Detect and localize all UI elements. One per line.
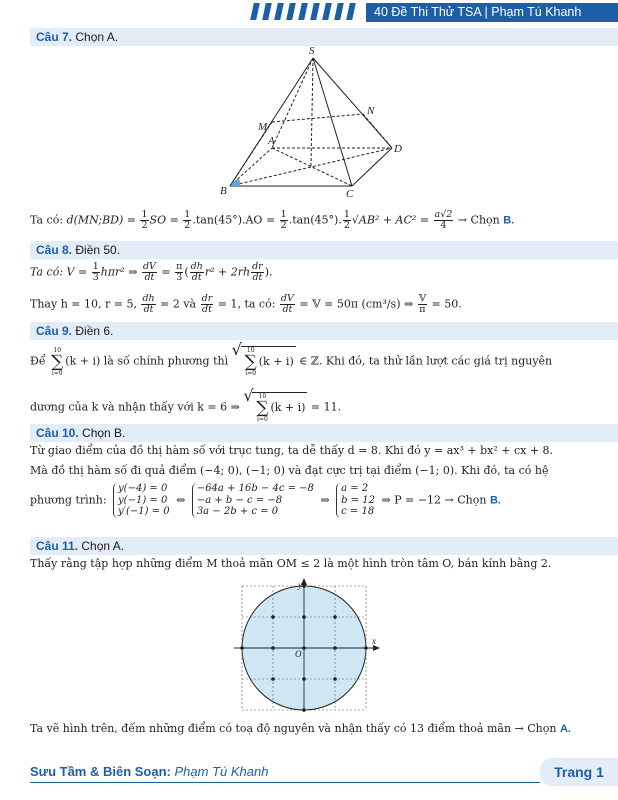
q9-line2: dương của k và nhận thấy với k = 6 ⇒ √ 10 ∑ i=0(k + i) = 11. [30,392,341,423]
q11-heading: Câu 11. Chọn A. [30,537,618,555]
edge-SA [272,58,313,148]
edge-SC [313,58,352,186]
q10-line1: Từ giao điểm của đồ thị hàm số với trục tung, ta dễ thấy d = 8. Khi đó y = ax³ + bx² + cx + 8. [30,444,554,457]
q11-line2: Ta vẽ hình trên, đếm những điểm có toạ độ nguyên và nhận thấy có 13 điểm thoả mãn → Chọn A. [30,722,571,735]
q10-heading: Câu 10. Chọn B. [30,424,618,442]
q10-system: phương trình: y(−4) = 0 y(−1) = 0 y′(−1) = 0 ⇔ −64a + 16b − 4c = −8 −a + b − c = −8 3a − 2b + c = 0 ⇒ a = 2 b = 12 c = 18 ⇒ P = −12 → Chọn B. [30,483,501,517]
label-B: B [220,185,227,197]
q11-line1: Thấy rằng tập hợp những điểm M thoả mãn OM ≤ 2 là một hình tròn tâm O, bán kính bằng 2. [30,557,552,570]
footer-rule [30,782,540,783]
segment-ND [363,114,392,148]
q8-line1: Ta có: V = $\frac{1}{3}$ hπr² ⇒ $\frac{dV}{dt}$ = $\frac{\pi}{3}$ ( $\frac{dh}{dt}$ r² + 2rh $\frac{dr}{dt}$ ). [30,261,273,283]
x-label: x [372,636,376,646]
q7-solution: Ta có: d(MN;BD) = $\frac{1}{2}$ SO = $\frac{1}{2}$ .tan(45°).AO = $\frac{1}{2}$ .tan(45°). $\frac{1}{2}$ √AB² + AC² = $\frac{a√2}{4}$ → Chọn B. [30,209,515,231]
q7-heading: Câu 7. Chọn A. [30,28,618,46]
edge-CD [352,148,392,186]
y-label: y [298,580,302,590]
q10-line2: Mà đồ thị hàm số đi quả điểm (−4; 0), (−1; 0) và đạt cực trị tại điểm (−1; 0). Khi đó, ta có hệ [30,464,549,477]
q9-line1: Để 10 ∑ i=0(k + i) là số chính phương thì √ 10 ∑ i=0(k + i) ∈ ℤ. Khi đó, ta thử lần lượt các giá trị nguyên [30,346,552,377]
page-header [0,0,618,24]
diagonal-AC [272,148,352,186]
pyramid-figure [210,44,410,200]
q9-heading: Câu 9. Điền 6. [30,322,618,340]
header-title: 40 Đề Thi Thử TSA | Phạm Tú Khanh [366,3,618,22]
origin-label: O [295,649,302,659]
label-D: D [394,143,402,155]
label-C: C [346,188,354,200]
angle-mark [230,178,240,186]
q8-line2: Thay h = 10, r = 5, $\frac{dh}{dt}$ = 2 và $\frac{dr}{dt}$ = 1, ta có: $\frac{dV}{dt}$ = 𝕍 = 50π (cm³/s) ⇒ $\frac{\text{𝕍}}{\pi}$ = 50. [30,293,462,315]
circle-figure [232,578,384,714]
label-N: N [367,105,375,117]
footer-credit: Sưu Tầm & Biên Soạn: Phạm Tú Khanh [30,764,269,779]
label-A: A [268,135,275,147]
label-S: S [309,45,315,57]
page-number: Trang 1 [540,758,618,786]
label-M: M [258,121,268,133]
header-stripes [246,0,366,22]
q8-heading: Câu 8. Điền 50. [30,241,618,259]
height-SO [311,58,313,167]
